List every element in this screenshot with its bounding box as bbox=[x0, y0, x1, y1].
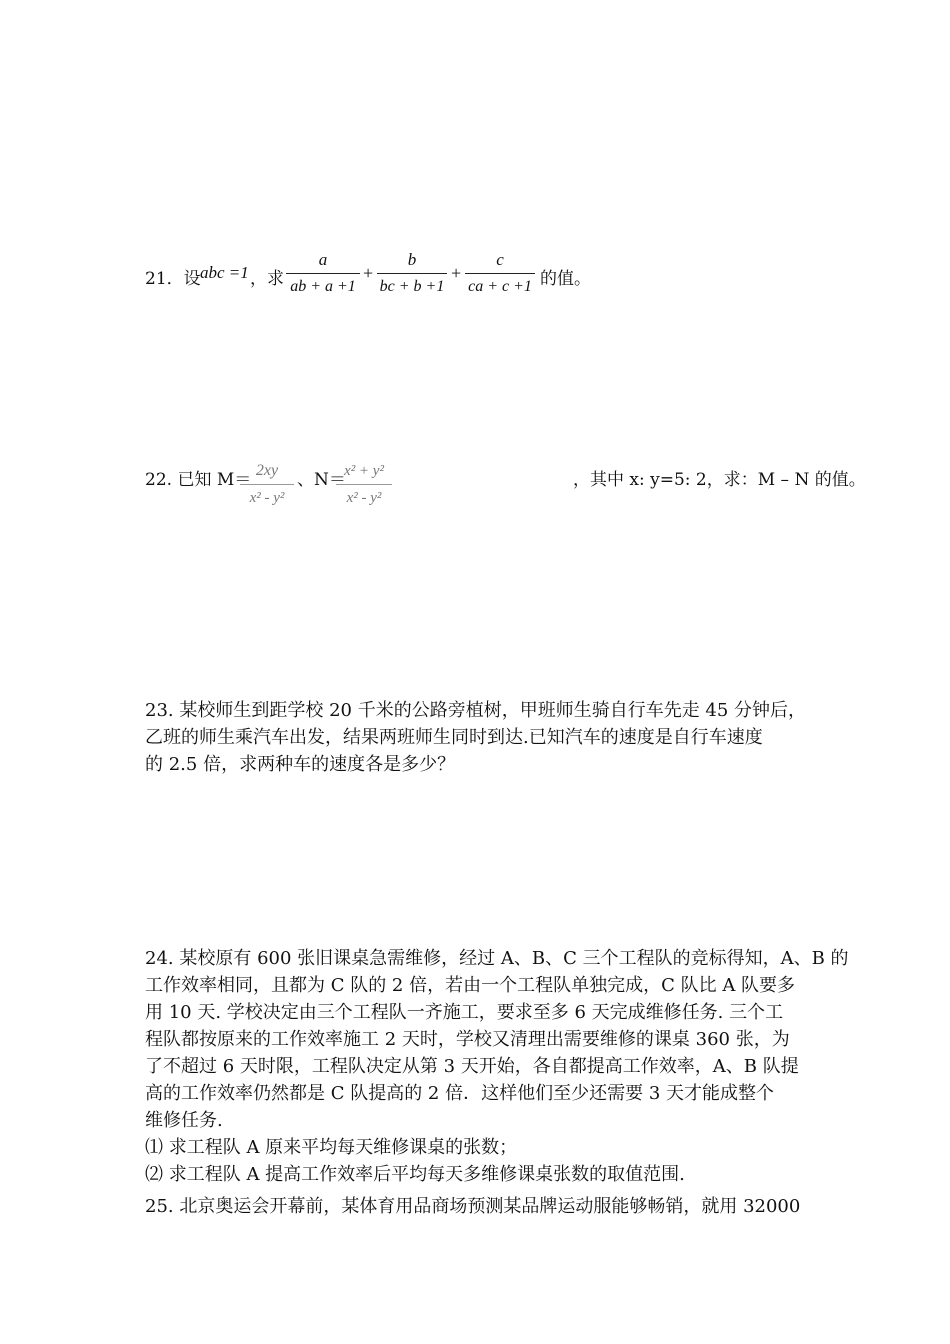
q22-n-label: 、N＝ bbox=[297, 470, 346, 490]
question-23 bbox=[145, 697, 815, 778]
text-line: ⑵ 求工程队 A 提高工作效率后平均每天多维修课桌张数的取值范围. bbox=[145, 1164, 685, 1185]
fraction-numerator: b bbox=[407, 250, 417, 269]
q21-fraction-c bbox=[465, 250, 535, 297]
text-line: 工作效率相同，且都为 C 队的 2 倍，若由一个工程队单独完成，C 队比 A 队要多 bbox=[145, 975, 796, 996]
q21-fraction-b bbox=[377, 250, 447, 297]
q22-prefix: 22. 已知 M＝ bbox=[145, 470, 252, 490]
text-line: 24. 某校原有 600 张旧课桌急需维修，经过 A、B、C 三个工程队的竞标得知，A、B 的 bbox=[145, 948, 849, 969]
q21-ask: ，求 bbox=[250, 269, 284, 289]
fraction-denominator: x² - y² bbox=[346, 490, 382, 506]
plus-sign: + bbox=[363, 263, 374, 283]
text-line: 25. 北京奥运会开幕前，某体育用品商场预测某品牌运动服能够畅销，就用 32000 bbox=[145, 1196, 801, 1217]
fraction-numerator: 2xy bbox=[255, 462, 279, 479]
fraction-bar bbox=[286, 273, 360, 274]
text-line: 的 2.5 倍，求两种车的速度各是多少？ bbox=[145, 754, 456, 775]
question-24 bbox=[145, 945, 849, 1188]
fraction-bar bbox=[336, 484, 392, 485]
text-line: 用 10 天. 学校决定由三个工程队一齐施工，要求至多 6 天完成维修任务. 三个工 bbox=[145, 1002, 784, 1023]
text-line: ⑴ 求工程队 A 原来平均每天维修课桌的张数； bbox=[145, 1137, 518, 1158]
fraction-denominator: x² - y² bbox=[249, 490, 285, 506]
fraction-bar bbox=[240, 484, 294, 485]
question-25 bbox=[145, 1193, 815, 1220]
text-line: 高的工作效率仍然都是 C 队提高的 2 倍．这样他们至少还需要 3 天才能成整个 bbox=[145, 1083, 775, 1104]
text-line: 了不超过 6 天时限，工程队决定从第 3 天开始，各自都提高工作效率，A、B 队提 bbox=[145, 1056, 799, 1077]
fraction-numerator: x² + y² bbox=[344, 463, 384, 479]
text-line: 维修任务. bbox=[145, 1110, 223, 1131]
text-line: 乙班的师生乘汽车出发，结果两班师生同时到达.已知汽车的速度是自行车速度 bbox=[145, 727, 763, 748]
q22-suffix: ，其中 x: y=5: 2，求：M – N 的值。 bbox=[573, 470, 866, 490]
fraction-numerator: c bbox=[496, 250, 504, 269]
fraction-denominator: ab + a +1 bbox=[290, 278, 356, 295]
text-line: 23. 某校师生到距学校 20 千米的公路旁植树，甲班师生骑自行车先走 45 分钟后， bbox=[145, 700, 807, 721]
plus-sign: + bbox=[451, 263, 462, 283]
fraction-denominator: bc + b +1 bbox=[379, 278, 445, 295]
q22-fraction-m bbox=[240, 461, 294, 508]
q21-prefix: 21．设 bbox=[145, 269, 201, 289]
fraction-bar bbox=[377, 273, 447, 274]
q21-suffix: 的值。 bbox=[540, 269, 591, 289]
q22-fraction-n bbox=[336, 461, 392, 508]
q21-fraction-a bbox=[286, 250, 360, 297]
fraction-numerator: a bbox=[318, 250, 328, 269]
q21-condition: abc =1 bbox=[200, 263, 249, 282]
fraction-denominator: ca + c +1 bbox=[468, 278, 532, 295]
text-line: 程队都按原来的工作效率施工 2 天时，学校又清理出需要维修的课桌 360 张，为 bbox=[145, 1029, 790, 1050]
fraction-bar bbox=[465, 273, 535, 274]
